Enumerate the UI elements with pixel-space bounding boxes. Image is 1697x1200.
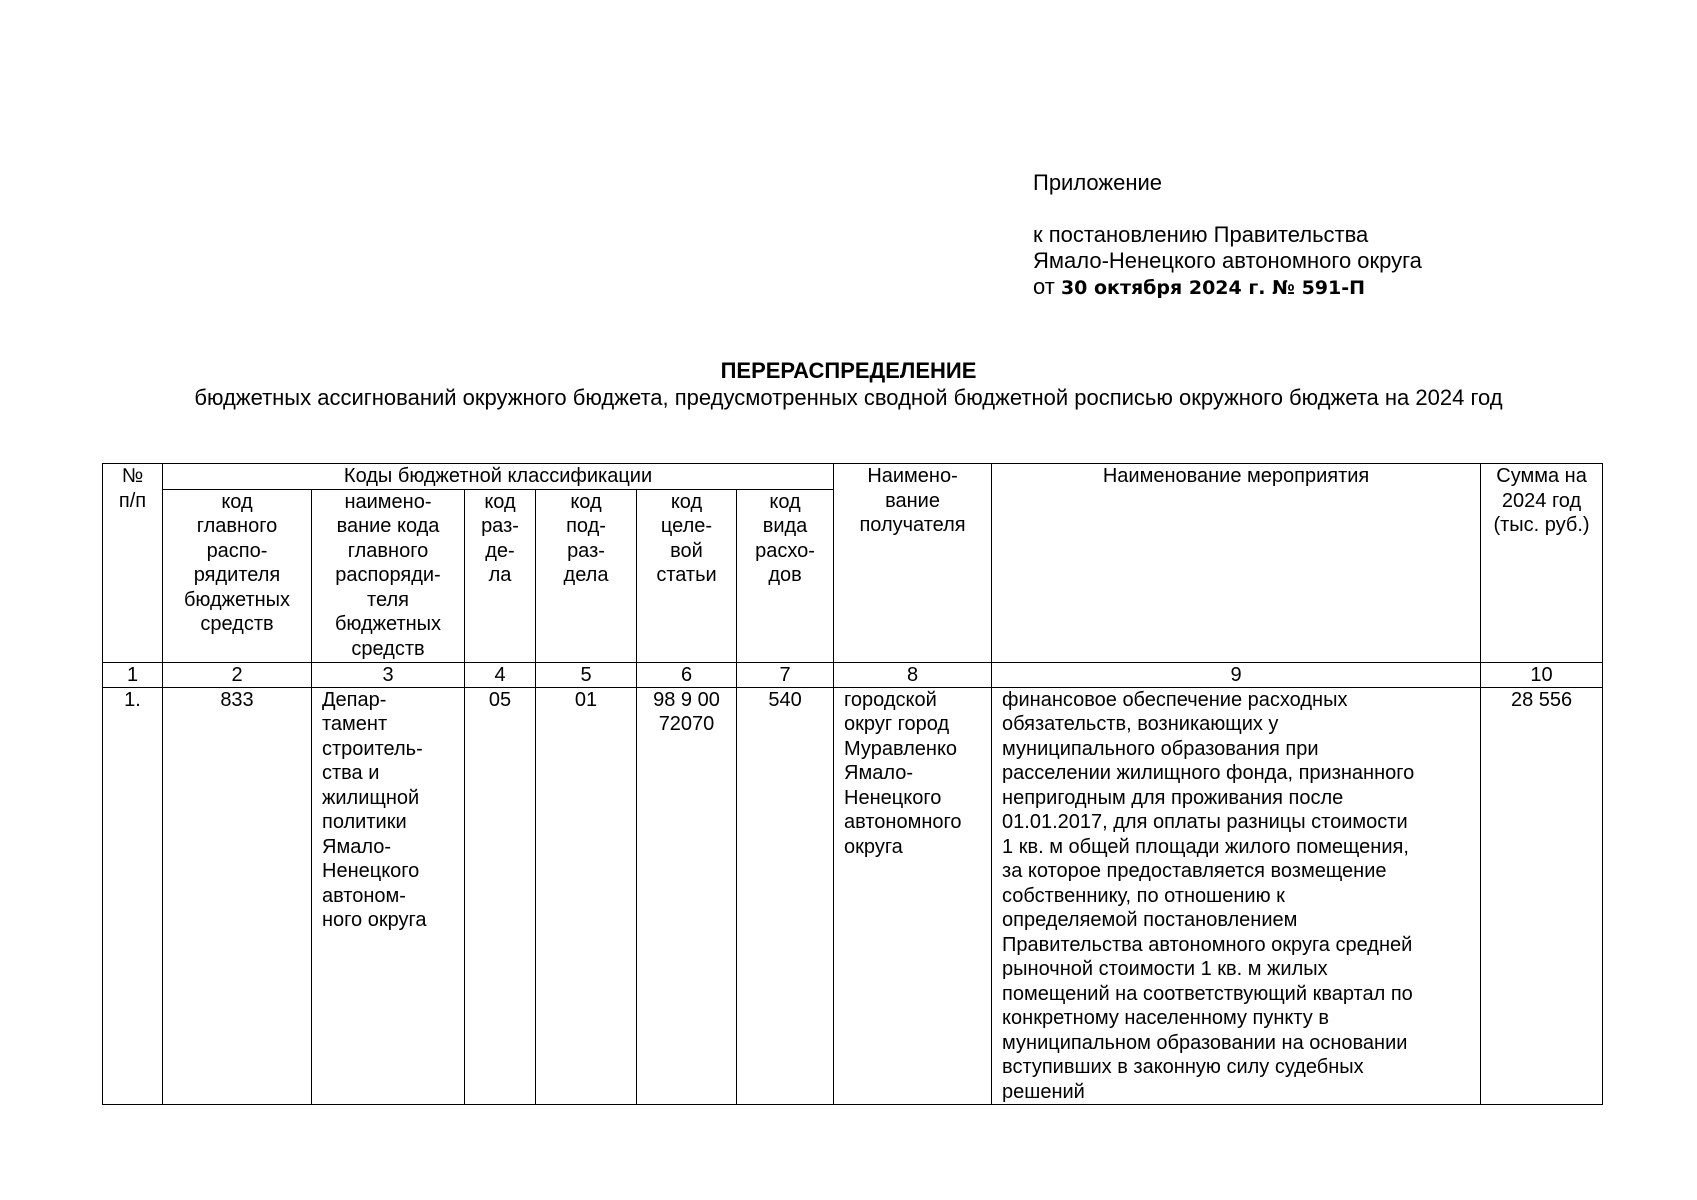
document-title: ПЕРЕРАСПРЕДЕЛЕНИЕ bbox=[720, 358, 977, 383]
row-num: 1. bbox=[103, 687, 163, 1105]
appendix-line-2: Ямало-Ненецкого автономного округа bbox=[1033, 248, 1422, 273]
row-recipient: городской округ город Муравленко Ямало- Ненецкого автономного округа bbox=[834, 687, 992, 1105]
column-number: 4 bbox=[465, 662, 536, 687]
appendix-line-1: к постановлению Правительства bbox=[1033, 222, 1369, 247]
row-expense-type: 540 bbox=[737, 687, 834, 1105]
column-number: 2 bbox=[163, 662, 312, 687]
row-target: 98 9 00 72070 bbox=[637, 687, 737, 1105]
column-number: 6 bbox=[637, 662, 737, 687]
column-numbers-row bbox=[103, 662, 1603, 687]
appendix-date-line bbox=[1033, 274, 1422, 301]
appendix-block bbox=[1033, 170, 1422, 301]
header-sum: Сумма на 2024 год (тыс. руб.) bbox=[1481, 464, 1603, 663]
date-prefix: от bbox=[1033, 274, 1055, 299]
row-section: 05 bbox=[465, 687, 536, 1105]
header-target: код целе- вой статьи bbox=[637, 489, 737, 662]
column-number: 7 bbox=[737, 662, 834, 687]
header-num: № п/п bbox=[103, 464, 163, 663]
budget-table bbox=[102, 463, 1603, 1105]
column-number: 9 bbox=[992, 662, 1481, 687]
header-subsection: код под- раз- дела bbox=[536, 489, 637, 662]
header-expense-type: код вида расхо- дов bbox=[737, 489, 834, 662]
header-section: код раз- де- ла bbox=[465, 489, 536, 662]
date-number: 30 октября 2024 г. № 591-П bbox=[1060, 277, 1366, 299]
table-row bbox=[103, 687, 1603, 1105]
document-subtitle: бюджетных ассигнований окружного бюджета, предусмотренных сводной бюджетной росписью окружного бюджета на 2024 год bbox=[194, 385, 1503, 410]
header-event: Наименование мероприятия bbox=[992, 464, 1481, 663]
row-event: финансовое обеспечение расходных обязательств, возникающих у муниципального образования при расселении жилищного фонда, признанного непригодным для проживания после 01.01.2017, для оплаты разницы стоимости 1 кв. м общей площади жилого помещения, за которое предоставляется возмещение собственнику, по отношению к определяемой постановлением Правительства автономного округа средней рыночной стоимости 1 кв. м жилых помещений на соответствующий квартал по конкретному населенному пункту в муниципальном образовании на основании вступивших в законную силу судебных решений bbox=[992, 687, 1481, 1105]
row-name-main: Депар- тамент строитель- ства и жилищной политики Ямало- Ненецкого автоном- ного округа bbox=[312, 687, 465, 1105]
column-number: 3 bbox=[312, 662, 465, 687]
column-number: 8 bbox=[834, 662, 992, 687]
header-codes-group: Коды бюджетной классификации bbox=[163, 464, 834, 490]
header-row-1 bbox=[103, 464, 1603, 490]
row-code-main: 833 bbox=[163, 687, 312, 1105]
column-number: 5 bbox=[536, 662, 637, 687]
column-number: 1 bbox=[103, 662, 163, 687]
row-subsection: 01 bbox=[536, 687, 637, 1105]
appendix-label: Приложение bbox=[1033, 170, 1163, 195]
header-code-main: код главного распо- рядителя бюджетных средств bbox=[163, 489, 312, 662]
row-sum: 28 556 bbox=[1481, 687, 1603, 1105]
column-number: 10 bbox=[1481, 662, 1603, 687]
header-recipient: Наимено- вание получателя bbox=[834, 464, 992, 663]
header-name-main: наимено- вание кода главного распоряди- теля бюджетных средств bbox=[312, 489, 465, 662]
